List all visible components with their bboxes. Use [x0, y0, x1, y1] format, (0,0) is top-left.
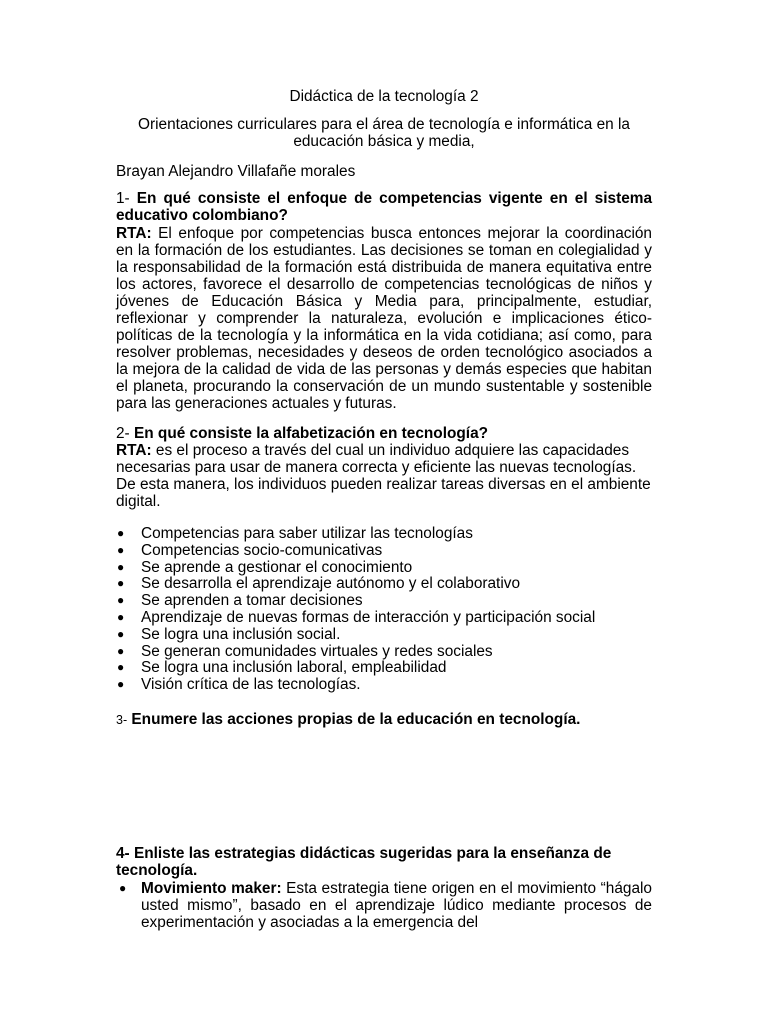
bullet-icon: ● [117, 593, 125, 608]
question-3 [116, 711, 652, 729]
list-item: ● Se aprende a gestionar el conocimiento [117, 558, 413, 576]
bullet-icon: ● [117, 643, 125, 658]
question-3-number: 3- [116, 713, 128, 727]
question-1-text: En qué consiste el enfoque de competencias vigente en el sistema educativo colombiano? [116, 190, 653, 224]
bullet-icon: ● [117, 609, 125, 624]
list-item: ● Se desarrolla el aprendizaje autónomo y el colaborativo [117, 575, 521, 593]
answer-1-label: RTA: [116, 225, 152, 242]
bullet-icon: ● [117, 626, 125, 641]
answer-1 [116, 225, 652, 412]
question-4-number: 4- [116, 845, 130, 862]
question-2-text: En qué consiste la alfabetización en tecnología? [133, 425, 489, 442]
strategy-item-text: Esta estrategia tiene origen en el movimiento “hágalo usted mismo”, basado en el aprendizaje lúdico mediante procesos de experimentación y asociadas a la emergencia del [141, 880, 652, 931]
bullet-icon: ● [117, 576, 125, 591]
bullet-icon: ● [117, 559, 125, 574]
question-1 [116, 190, 652, 224]
answer-2 [116, 442, 652, 510]
bullet-icon: ● [117, 542, 125, 557]
competencies-list [116, 525, 656, 693]
list-item: ● Competencias socio-comunicativas [117, 541, 383, 559]
bullet-icon: ● [117, 660, 125, 675]
strategy-item-maker [119, 880, 652, 931]
list-item: ● Aprendizaje de nuevas formas de interacción y participación social [117, 608, 596, 626]
question-4 [116, 845, 652, 879]
answer-2-text: es el proceso a través del cual un individuo adquiere las capacidades necesarias para usar de manera correcta y eficiente las nuevas tecnologías. De esta manera, los individuos pueden realizar tareas diversas en el ambiente digital. [116, 442, 651, 510]
question-2-number: 2- [116, 425, 130, 442]
author-name: Brayan Alejandro Villafañe morales [116, 163, 356, 180]
bullet-icon: ● [117, 677, 125, 692]
list-item: ● Se aprenden a tomar decisiones [117, 592, 363, 610]
bullet-icon: ● [117, 526, 125, 540]
list-item: ● Visión crítica de las tecnologías. [117, 676, 361, 694]
question-2 [116, 425, 652, 442]
question-1-number: 1- [116, 190, 130, 207]
subtitle-line-1: Orientaciones curriculares para el área de tecnología e informática en la [138, 116, 630, 133]
list-item: ● Se logra una inclusión social. [117, 625, 341, 643]
strategy-item-label: Movimiento maker: [141, 880, 282, 897]
list-item: ● Se logra una inclusión laboral, empleabilidad [117, 659, 447, 677]
question-3-text: Enumere las acciones propias de la educación en tecnología. [131, 711, 581, 728]
question-4-text: Enliste las estrategias didácticas sugeridas para la enseñanza de tecnología. [116, 845, 612, 879]
document-subtitle [116, 116, 652, 150]
answer-2-label: RTA: [116, 442, 152, 459]
answer-1-text: El enfoque por competencias busca entonces mejorar la coordinación en la formación de los estudiantes. Las decisiones se toman en colegialidad y la responsabilidad de la formación está distribuida de manera equitativa entre los actores, favorece el desarrollo de competencias tecnológicas de niños y jóvenes de Educación Básica y Media para, principalmente, estudiar, reflexionar y comprender la naturaleza, evolución e implicaciones ético-políticas de la tecnología y la informática en la vida cotidiana; así como, para resolver problemas, necesidades y deseos de orden tecnológico asociados a la mejora de la calidad de vida de las personas y demás especies que habitan el planeta, procurando la conservación de un mundo sustentable y sostenible para las generaciones actuales y futuras. [116, 225, 652, 412]
subtitle-line-2: educación básica y media, [293, 133, 475, 150]
document-title: Didáctica de la tecnología 2 [289, 88, 479, 105]
list-item: ● Se generan comunidades virtuales y redes sociales [117, 642, 493, 660]
list-item: ● Competencias para saber utilizar las tecnologías [117, 525, 473, 542]
bullet-icon: ● [119, 881, 127, 895]
